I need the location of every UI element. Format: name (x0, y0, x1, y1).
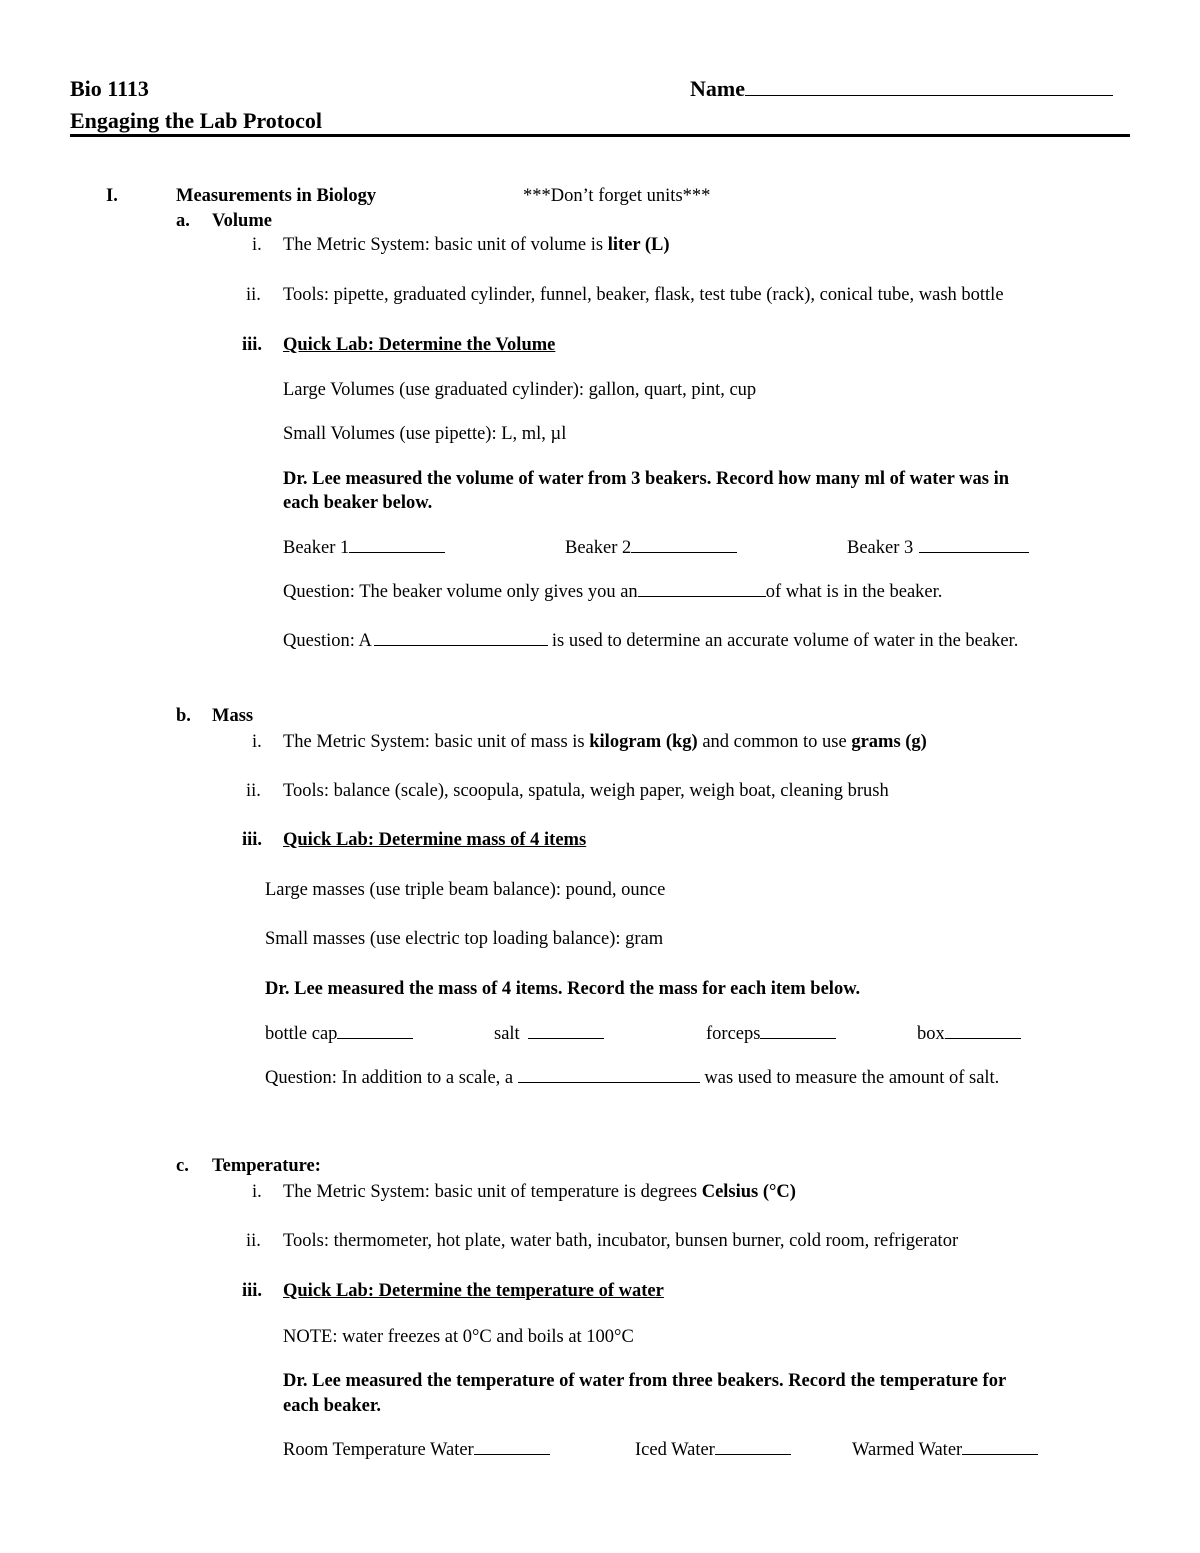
mass-unit-line: The Metric System: basic unit of mass is kilogram (kg) and common to use grams (g) (283, 732, 927, 752)
temperature-note: NOTE: water freezes at 0°C and boils at 100°C (283, 1327, 634, 1347)
volume-i-num: i. (252, 235, 262, 255)
box-blank[interactable] (945, 1024, 1021, 1039)
iced-water-field[interactable]: Iced Water (635, 1440, 791, 1461)
forceps-blank[interactable] (760, 1024, 836, 1039)
volume-instruction-2: each beaker below. (283, 493, 433, 513)
beaker-2-field[interactable]: Beaker 2 (565, 538, 737, 559)
box-field[interactable]: box (917, 1024, 1021, 1045)
mass-tools: Tools: balance (scale), scoopula, spatula, weigh paper, weigh boat, cleaning brush (283, 781, 889, 801)
mass-quick-lab-title: Quick Lab: Determine mass of 4 items (283, 830, 587, 850)
gram-unit: grams (g) (851, 732, 927, 752)
volume-q1-blank[interactable] (638, 582, 766, 597)
forceps-field[interactable]: forceps (706, 1024, 836, 1045)
small-volumes: Small Volumes (use pipette): L, ml, µl (283, 424, 567, 444)
beaker-3-blank[interactable] (919, 538, 1029, 553)
mass-heading: Mass (212, 706, 254, 726)
beaker-3-field[interactable]: Beaker 3 (847, 538, 1029, 559)
salt-field[interactable]: salt (494, 1024, 604, 1045)
course-code: Bio 1113 (70, 76, 149, 101)
volume-quick-lab-title: Quick Lab: Determine the Volume (283, 335, 556, 355)
small-masses: Small masses (use electric top loading balance): gram (265, 929, 664, 949)
section-title: Measurements in Biology (176, 186, 377, 206)
temperature-heading: Temperature: (212, 1156, 321, 1176)
volume-iii-num: iii. (242, 335, 263, 355)
bottle-cap-field[interactable]: bottle cap (265, 1024, 413, 1045)
liter-unit: liter (L) (607, 235, 670, 255)
mass-i-num: i. (252, 732, 262, 752)
temperature-iii-num: iii. (242, 1281, 263, 1301)
volume-question-2: Question: A is used to determine an accurate volume of water in the beaker. (283, 631, 1019, 651)
mass-ii-num: ii. (246, 781, 261, 801)
document-title: Engaging the Lab Protocol (70, 108, 323, 133)
warmed-water-field[interactable]: Warmed Water (852, 1440, 1038, 1461)
name-blank[interactable] (745, 77, 1113, 96)
units-reminder: ***Don’t forget units*** (523, 186, 711, 206)
room-temp-blank[interactable] (474, 1440, 550, 1455)
temperature-ii-num: ii. (246, 1231, 261, 1251)
volume-instruction-1: Dr. Lee measured the volume of water from 3 beakers. Record how many ml of water was in (283, 469, 1010, 489)
bottle-cap-blank[interactable] (337, 1024, 413, 1039)
name-field[interactable] (690, 76, 1113, 102)
volume-letter: a. (176, 211, 190, 231)
name-label: Name (690, 76, 745, 101)
salt-blank[interactable] (528, 1024, 604, 1039)
temperature-unit-line: The Metric System: basic unit of temperature is degrees Celsius (°C) (283, 1182, 796, 1202)
temperature-quick-lab-title: Quick Lab: Determine the temperature of water (283, 1281, 664, 1301)
warmed-water-blank[interactable] (962, 1440, 1038, 1455)
temperature-instruction-1: Dr. Lee measured the temperature of water from three beakers. Record the temperature for (283, 1371, 1007, 1391)
large-masses: Large masses (use triple beam balance): pound, ounce (265, 880, 666, 900)
mass-question-blank[interactable] (518, 1068, 700, 1083)
volume-heading: Volume (212, 211, 272, 231)
temperature-i-num: i. (252, 1182, 262, 1202)
beaker-1-field[interactable]: Beaker 1 (283, 538, 445, 559)
room-temp-field[interactable]: Room Temperature Water (283, 1440, 550, 1461)
mass-letter: b. (176, 706, 191, 726)
header-rule (70, 134, 1130, 137)
volume-ii-num: ii. (246, 285, 261, 305)
temperature-instruction-2: each beaker. (283, 1396, 381, 1416)
volume-q2-blank[interactable] (374, 631, 548, 646)
celsius-unit: Celsius (°C) (701, 1182, 796, 1202)
large-volumes: Large Volumes (use graduated cylinder): gallon, quart, pint, cup (283, 380, 757, 400)
volume-question-1: Question: The beaker volume only gives you an of what is in the beaker. (283, 582, 943, 602)
temperature-tools: Tools: thermometer, hot plate, water bath, incubator, bunsen burner, cold room, refrigerator (283, 1231, 959, 1251)
beaker-1-blank[interactable] (349, 538, 445, 553)
beaker-2-blank[interactable] (631, 538, 737, 553)
section-numeral: I. (106, 186, 118, 206)
temperature-letter: c. (176, 1156, 189, 1176)
mass-iii-num: iii. (242, 830, 263, 850)
mass-instruction: Dr. Lee measured the mass of 4 items. Record the mass for each item below. (265, 979, 861, 999)
iced-water-blank[interactable] (715, 1440, 791, 1455)
volume-unit-line: The Metric System: basic unit of volume is liter (L) (283, 235, 670, 255)
kilogram-unit: kilogram (kg) (589, 732, 698, 752)
volume-tools: Tools: pipette, graduated cylinder, funnel, beaker, flask, test tube (rack), conical tube, wash bottle (283, 285, 1004, 305)
mass-question: Question: In addition to a scale, a was used to measure the amount of salt. (265, 1068, 1000, 1088)
